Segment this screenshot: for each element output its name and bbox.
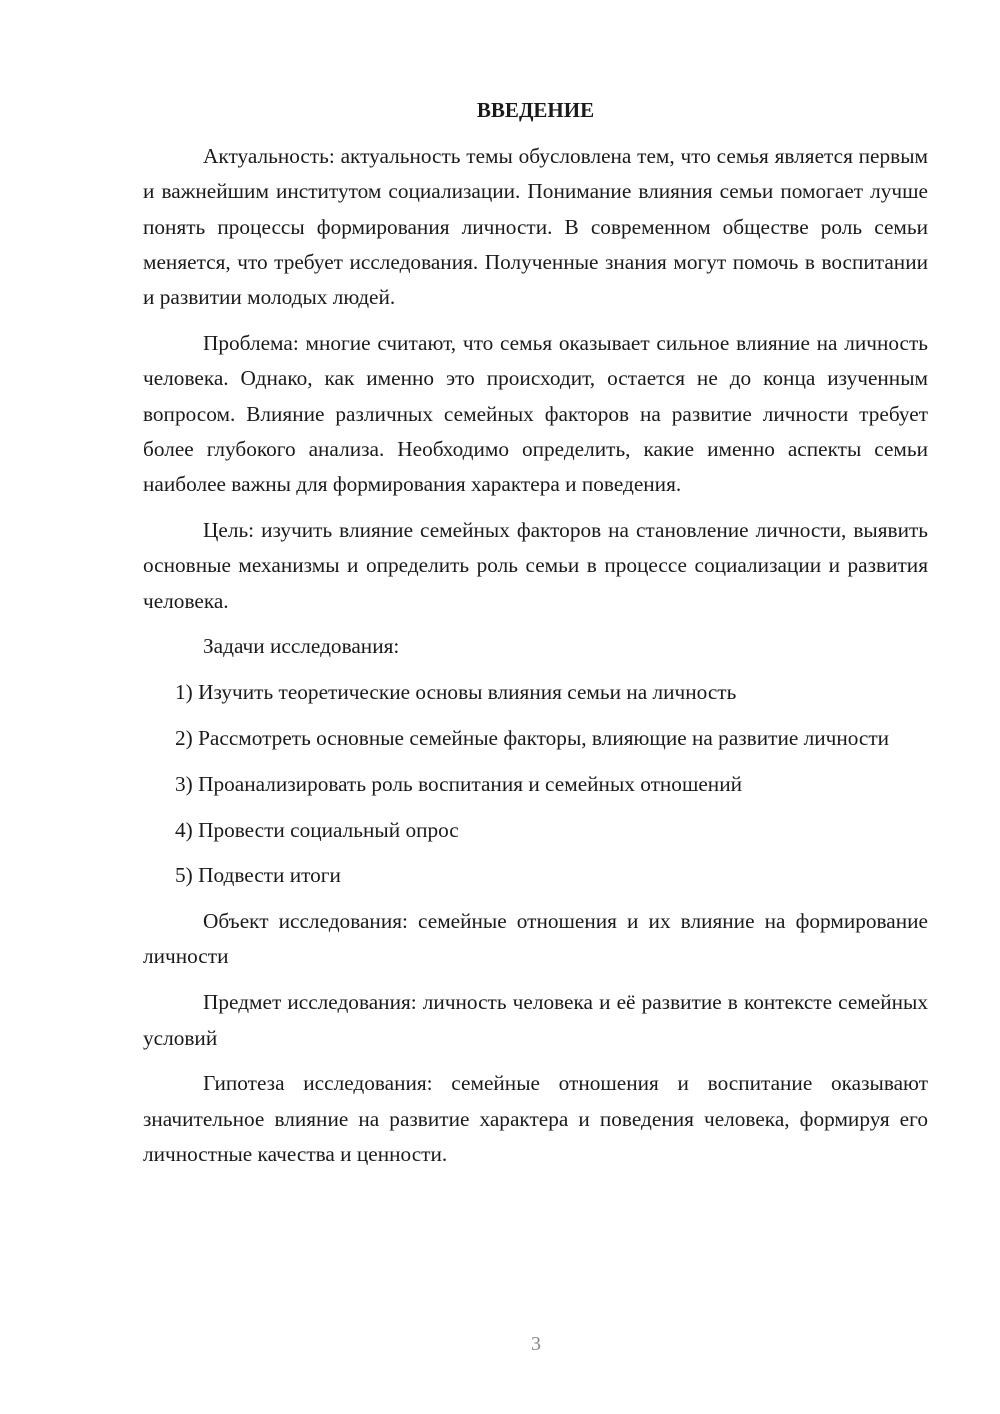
document-page	[143, 94, 928, 1183]
tasks-heading: Задачи исследования:	[203, 634, 400, 659]
page-number: 3	[531, 1333, 541, 1355]
relevance-paragraph: Актуальность: актуальность темы обусловлена тем, что семья является первым и важнейшим институтом социализации. Понимание влияния семьи помогает лучше понять процессы формирования личности. В современном обществе роль семьи меняется, что требует исследования. Полученные знания могут помочь в воспитании и развитии молодых людей.	[143, 144, 928, 310]
task-item: 1) Изучить теоретические основы влияния семьи на личность	[175, 680, 737, 705]
task-item: 5) Подвести итоги	[175, 863, 341, 888]
problem-paragraph: Проблема: многие считают, что семья оказывает сильное влияние на личность человека. Однако, как именно это происходит, остается не до конца изученным вопросом. Влияние различных семейных факторов на развитие личности требует более глубокого анализа. Необходимо определить, какие именно аспекты семьи наиболее важны для формирования характера и поведения.	[143, 330, 928, 497]
subject-paragraph: Предмет исследования: личность человека и её развитие в контексте семейных условий	[143, 990, 928, 1050]
task-item: 2) Рассмотреть основные семейные факторы, влияющие на развитие личности	[175, 725, 890, 750]
goal-paragraph: Цель: изучить влияние семейных факторов на становление личности, выявить основные механизмы и определить роль семьи в процессе социализации и развития человека.	[143, 517, 928, 613]
task-item: 3) Проанализировать роль воспитания и семейных отношений	[175, 771, 742, 796]
task-item: 4) Провести социальный опрос	[175, 817, 459, 842]
hypothesis-paragraph: Гипотеза исследования: семейные отношения и воспитание оказывают значительное влияние на развитие характера и поведения человека, формируя его личностные качества и ценности.	[143, 1071, 928, 1166]
section-title: ВВЕДЕНИЕ	[476, 98, 595, 122]
object-paragraph: Объект исследования: семейные отношения и их влияние на формирование личности	[143, 909, 928, 969]
